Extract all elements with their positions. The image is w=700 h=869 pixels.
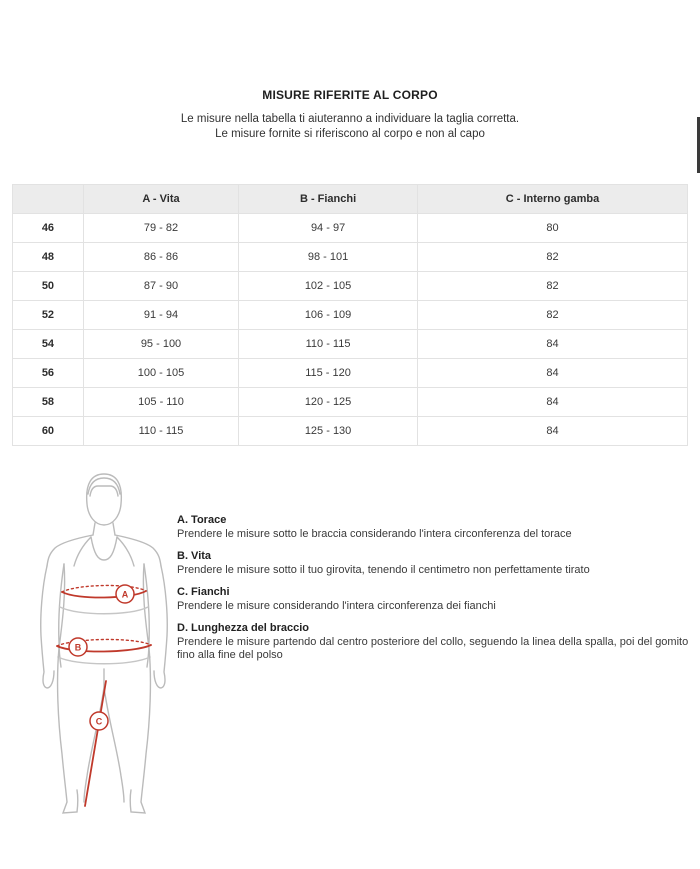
vita-cell: 100 - 105 [83, 359, 238, 388]
vita-cell: 91 - 94 [83, 301, 238, 330]
interno-gamba-cell: 82 [418, 272, 688, 301]
marker-a-label: A [121, 589, 129, 600]
fianchi-cell: 106 - 109 [239, 301, 418, 330]
interno-gamba-cell: 80 [418, 214, 688, 243]
vita-cell: 95 - 100 [83, 330, 238, 359]
fianchi-cell: 125 - 130 [239, 417, 418, 446]
subtitle-line-1: Le misure nella tabella ti aiuteranno a individuare la taglia corretta. [180, 113, 520, 125]
table-row [13, 243, 688, 272]
column-header-fianchi: B - Fianchi [239, 185, 418, 214]
interno-gamba-cell: 82 [418, 243, 688, 272]
size-cell: 54 [13, 330, 84, 359]
interno-gamba-cell: 84 [418, 417, 688, 446]
body-measurement-figure-icon [32, 466, 177, 821]
column-header-vita: A - Vita [83, 185, 238, 214]
guide-item-lunghezza-braccio [177, 622, 699, 662]
fianchi-cell: 102 - 105 [239, 272, 418, 301]
vita-cell: 105 - 110 [83, 388, 238, 417]
table-row [13, 417, 688, 446]
guide-item-label: D. Lunghezza del braccio [177, 622, 310, 634]
page-header [0, 0, 700, 142]
size-cell: 46 [13, 214, 84, 243]
size-cell: 56 [13, 359, 84, 388]
size-table-header-row [13, 185, 688, 214]
interno-gamba-cell: 84 [418, 388, 688, 417]
column-header-size [13, 185, 84, 214]
size-cell: 60 [13, 417, 84, 446]
size-cell: 48 [13, 243, 84, 272]
vita-cell: 87 - 90 [83, 272, 238, 301]
size-cell: 52 [13, 301, 84, 330]
fianchi-cell: 98 - 101 [239, 243, 418, 272]
marker-c-label: C [95, 716, 103, 727]
table-row [13, 388, 688, 417]
table-row [13, 214, 688, 243]
fianchi-cell: 120 - 125 [239, 388, 418, 417]
interno-gamba-cell: 84 [418, 359, 688, 388]
page-title: MISURE RIFERITE AL CORPO [262, 88, 438, 102]
size-table [12, 184, 688, 446]
measure-guide-section [0, 466, 700, 821]
guide-item-description: Prendere le misure partendo dal centro posteriore del collo, seguendo la linea della spalla, poi del gomito fino alla fine del polso [177, 636, 689, 661]
table-row [13, 272, 688, 301]
column-header-interno-gamba: C - Interno gamba [418, 185, 688, 214]
guide-item-fianchi [177, 586, 699, 613]
vita-cell: 110 - 115 [83, 417, 238, 446]
guide-item-label: C. Fianchi [177, 586, 230, 598]
table-row [13, 301, 688, 330]
table-row [13, 359, 688, 388]
guide-item-label: B. Vita [177, 550, 212, 562]
guide-item-vita [177, 550, 699, 577]
vita-cell: 86 - 86 [83, 243, 238, 272]
interno-gamba-cell: 82 [418, 301, 688, 330]
guide-item-description: Prendere le misure sotto le braccia considerando l'intera circonferenza del torace [177, 528, 572, 540]
fianchi-cell: 110 - 115 [239, 330, 418, 359]
guide-item-label: A. Torace [177, 514, 227, 526]
size-cell: 50 [13, 272, 84, 301]
vita-cell: 79 - 82 [83, 214, 238, 243]
guide-item-description: Prendere le misure considerando l'intera circonferenza dei fianchi [177, 600, 496, 612]
interno-gamba-cell: 84 [418, 330, 688, 359]
table-row [13, 330, 688, 359]
body-figure [32, 466, 177, 821]
guide-item-torace [177, 514, 699, 541]
marker-b-label: B [74, 642, 82, 653]
fianchi-cell: 94 - 97 [239, 214, 418, 243]
size-cell: 58 [13, 388, 84, 417]
fianchi-cell: 115 - 120 [239, 359, 418, 388]
subtitle-line-2: Le misure fornite si riferiscono al corpo e non al capo [215, 128, 485, 140]
measure-guide-text [177, 514, 699, 821]
guide-item-description: Prendere le misure sotto il tuo girovita, tenendo il centimetro non perfettamente tirato [177, 564, 590, 576]
